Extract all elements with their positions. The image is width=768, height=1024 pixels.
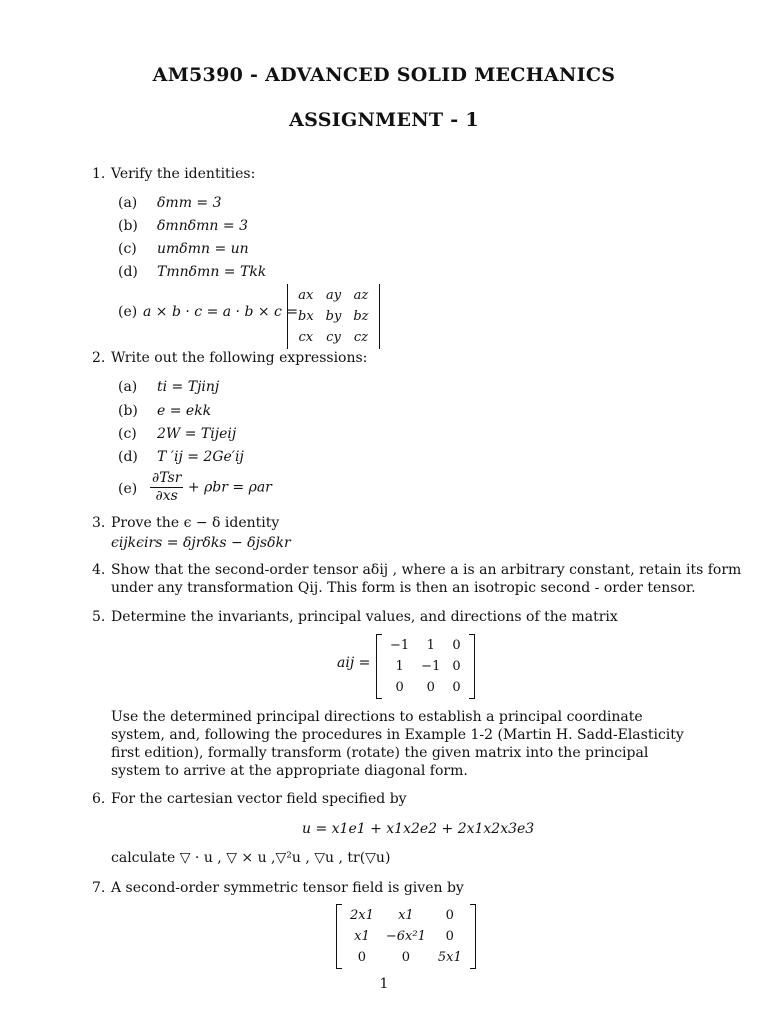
q1-number: 1. (92, 166, 106, 182)
q2a-expr: ti = Tjinj (157, 379, 220, 395)
q7-number: 7. (92, 880, 106, 896)
q5-number: 5. (92, 609, 106, 625)
q6-number: 6. (92, 791, 106, 807)
q1e-expr: a × b · c = a · b × c = (143, 304, 299, 320)
assignment-title: ASSIGNMENT - 1 (289, 109, 479, 131)
q6-prompt: For the cartesian vector field specified by (111, 791, 407, 807)
q2-prompt: Write out the following expressions: (111, 350, 368, 366)
q2c-label: (c) (118, 426, 137, 442)
q1b-expr: δmnδmn = 3 (157, 218, 248, 234)
q2b-label: (b) (118, 403, 138, 419)
q1c-expr: umδmn = un (157, 241, 249, 257)
q6-field: u = x1e1 + x1x2e2 + 2x1x2x3e3 (302, 821, 535, 837)
q1e-determinant: ax ay az bx by bz cx cy cz (287, 284, 380, 349)
q2d-label: (d) (118, 449, 138, 465)
q5-paragraph: Use the determined principal directions to establish a principal coordinate system, and, following the procedures in Example 1-2 (Martin H. Sadd-Elasticity first edition), formally transform (rotate) the given matrix into the principal system to arrive at the appropriate diagonal form. (111, 709, 684, 779)
q3-number: 3. (92, 515, 106, 531)
q1a-label: (a) (118, 195, 138, 211)
q4-number: 4. (92, 562, 106, 578)
q2a-label: (a) (118, 379, 138, 395)
q7-prompt: A second-order symmetric tensor field is given by (111, 880, 464, 896)
q1c-label: (c) (118, 241, 137, 257)
q1b-label: (b) (118, 218, 138, 234)
q1d-label: (d) (118, 264, 138, 280)
q1d-expr: Tmnδmn = Tkk (157, 264, 267, 280)
q1-prompt: Verify the identities: (111, 166, 256, 182)
q2-number: 2. (92, 350, 106, 366)
q2d-expr: T ′ij = 2Ge′ij (157, 449, 244, 465)
q6-calc: calculate ▽ · u , ▽ × u ,▽²u , ▽u , tr(▽u) (111, 850, 391, 866)
q3-prompt: Prove the ϵ − δ identity (111, 515, 280, 531)
page-number: 1 (379, 976, 389, 992)
q7-matrix: 2x1 x1 0 x1 −6x²1 0 0 0 5x1 (336, 904, 476, 969)
q1a-expr: δmm = 3 (157, 195, 222, 211)
q2e-label: (e) (118, 481, 138, 497)
q2e-fraction: $\frac{\text{∂Tsr}}{\partial xs}$ (152, 470, 182, 504)
q5-prompt: Determine the invariants, principal values, and directions of the matrix (111, 609, 618, 625)
q3-identity: ϵijkϵirs = δjrδks − δjsδkr (111, 535, 291, 551)
course-title: AM5390 - ADVANCED SOLID MECHANICS (152, 64, 616, 86)
q2e-expr: $\frac{\text{∂Tsr}}{\partial xs}$ + ρbr = ρar (152, 470, 272, 504)
q2c-expr: 2W = Tijeij (157, 426, 237, 442)
q1e-label: (e) (118, 304, 138, 320)
q4-line1: Show that the second-order tensor aδij , where a is an arbitrary constant, retain its form (111, 562, 742, 578)
q2b-expr: e = ekk (157, 403, 212, 419)
q5-matrix: −1 1 0 1 −1 0 0 0 0 (376, 634, 475, 699)
q5-matrix-label: aij = (337, 655, 371, 671)
q4-line2: under any transformation Qij. This form is then an isotropic second - order tensor. (111, 580, 696, 596)
